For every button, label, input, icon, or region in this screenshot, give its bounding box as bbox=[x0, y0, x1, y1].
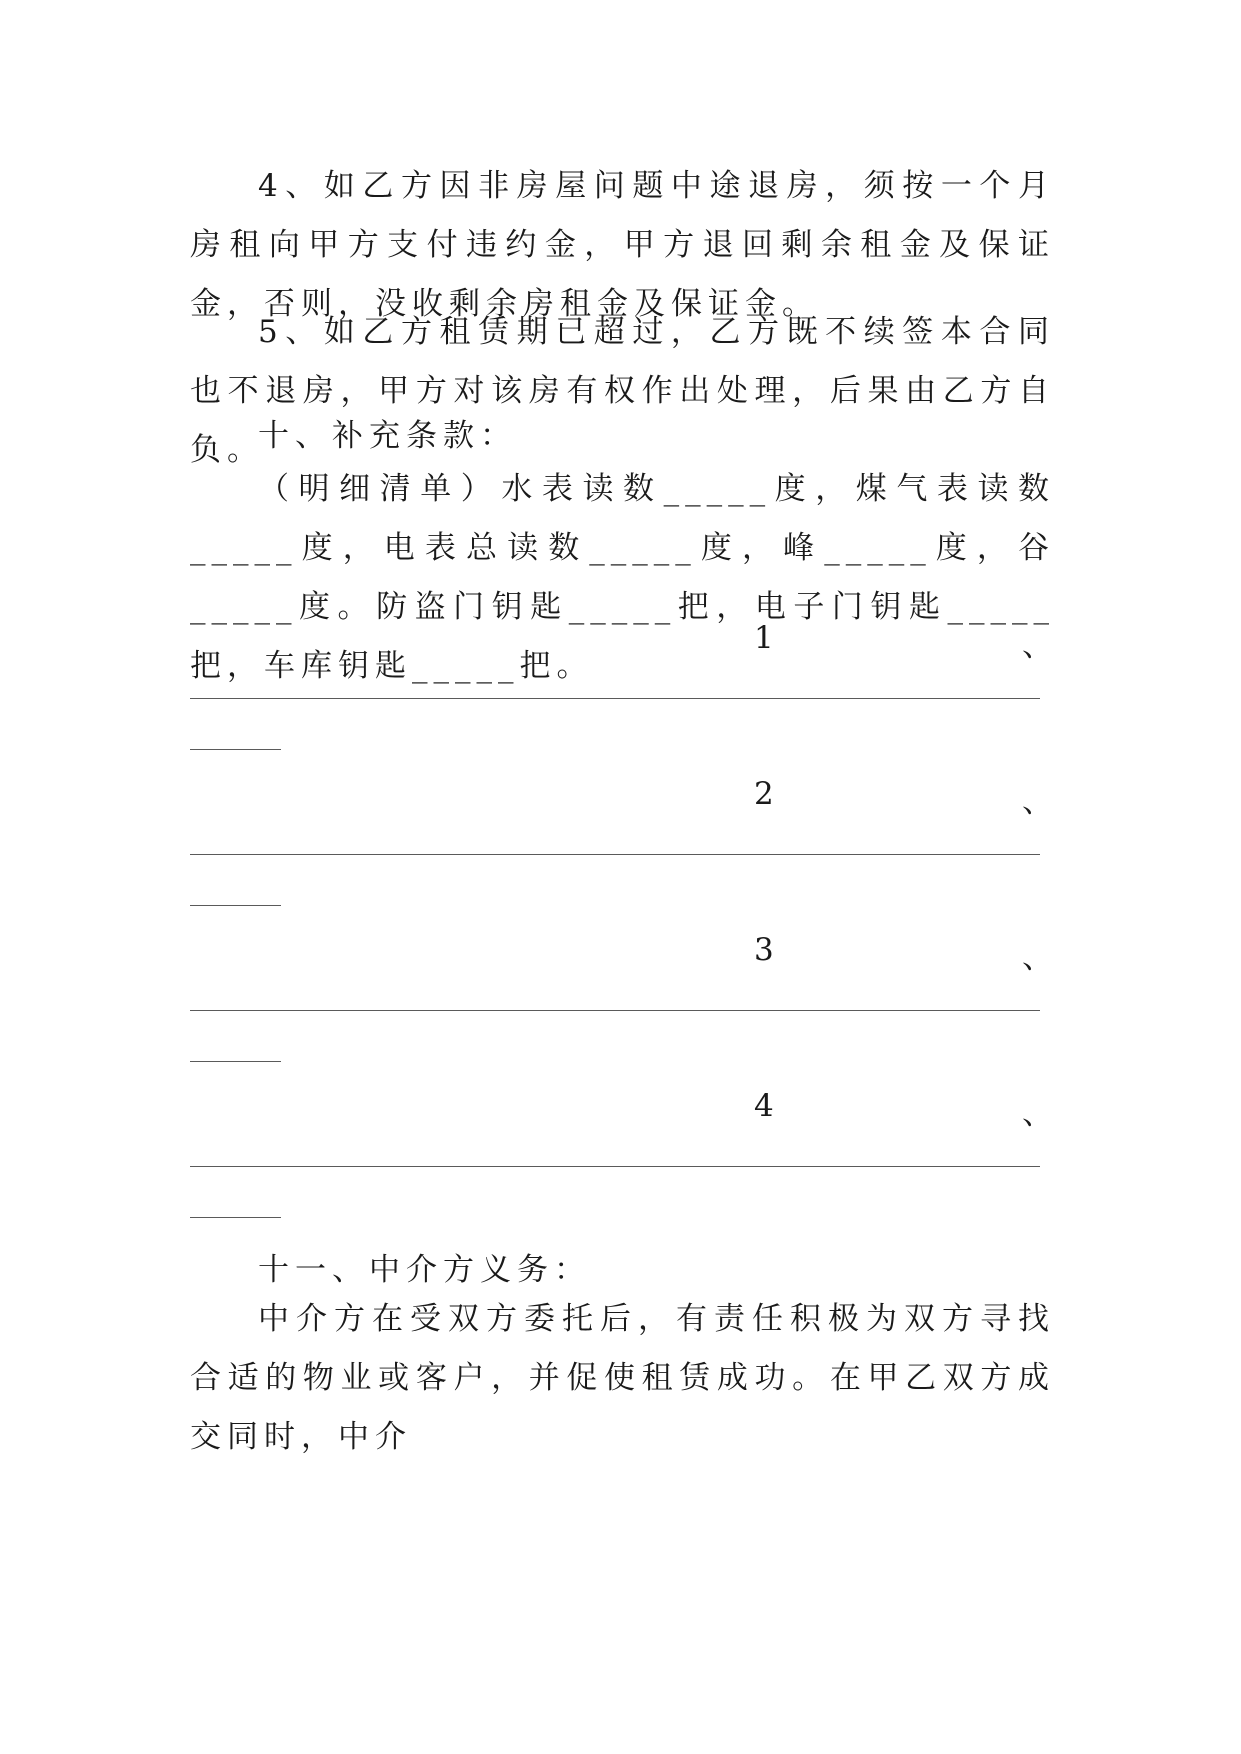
blank-line-short bbox=[190, 749, 281, 750]
intermediary-duty-text: 中介方在受双方委托后，有责任积极为双方寻找合适的物业或客户，并促使租赁成功。在甲乙双方成交同时，中介 bbox=[190, 1301, 1055, 1455]
supplement-item-3 bbox=[190, 932, 1053, 976]
item-mark: 、 bbox=[1022, 1096, 1053, 1132]
clause-5-text: 5、如乙方租赁期已超过，乙方既不续签本合同也不退房，甲方对该房有权作出处理，后果由乙方自负。 bbox=[190, 314, 1055, 468]
meter-reading-detail: （明细清单）水表读数_____度，煤气表读数_____度，电表总读数_____度，峰_____度，谷_____度。防盗门钥匙_____把，电子门钥匙_____把，车库钥匙_____把。 bbox=[190, 471, 1055, 684]
section-10-heading: 十、补充条款： bbox=[258, 418, 517, 454]
item-mark: 、 bbox=[1022, 784, 1053, 820]
item-mark: 、 bbox=[1022, 628, 1053, 664]
blank-line bbox=[190, 698, 1040, 699]
clause-4-text: 4、如乙方因非房屋问题中途退房，须按一个月房租向甲方支付违约金，甲方退回剩余租金及保证金，否则，没收剩余房租金及保证金。 bbox=[190, 168, 1055, 322]
item-mark: 、 bbox=[1022, 940, 1053, 976]
item-number: 2 bbox=[754, 776, 774, 812]
item-number: 1 bbox=[754, 620, 774, 656]
supplement-item-4 bbox=[190, 1088, 1053, 1132]
blank-line bbox=[190, 1010, 1040, 1011]
blank-line-short bbox=[190, 1217, 281, 1218]
section-10-detail bbox=[190, 460, 1055, 696]
item-number: 3 bbox=[754, 932, 774, 968]
supplement-item-2 bbox=[190, 776, 1053, 820]
section-11-heading: 十一、中介方义务： bbox=[258, 1252, 591, 1288]
item-number: 4 bbox=[754, 1088, 774, 1124]
blank-line bbox=[190, 1166, 1040, 1167]
supplement-item-1 bbox=[190, 620, 1053, 664]
blank-line-short bbox=[190, 1061, 281, 1062]
blank-line-short bbox=[190, 905, 281, 906]
section-11-body bbox=[190, 1290, 1055, 1467]
blank-line bbox=[190, 854, 1040, 855]
